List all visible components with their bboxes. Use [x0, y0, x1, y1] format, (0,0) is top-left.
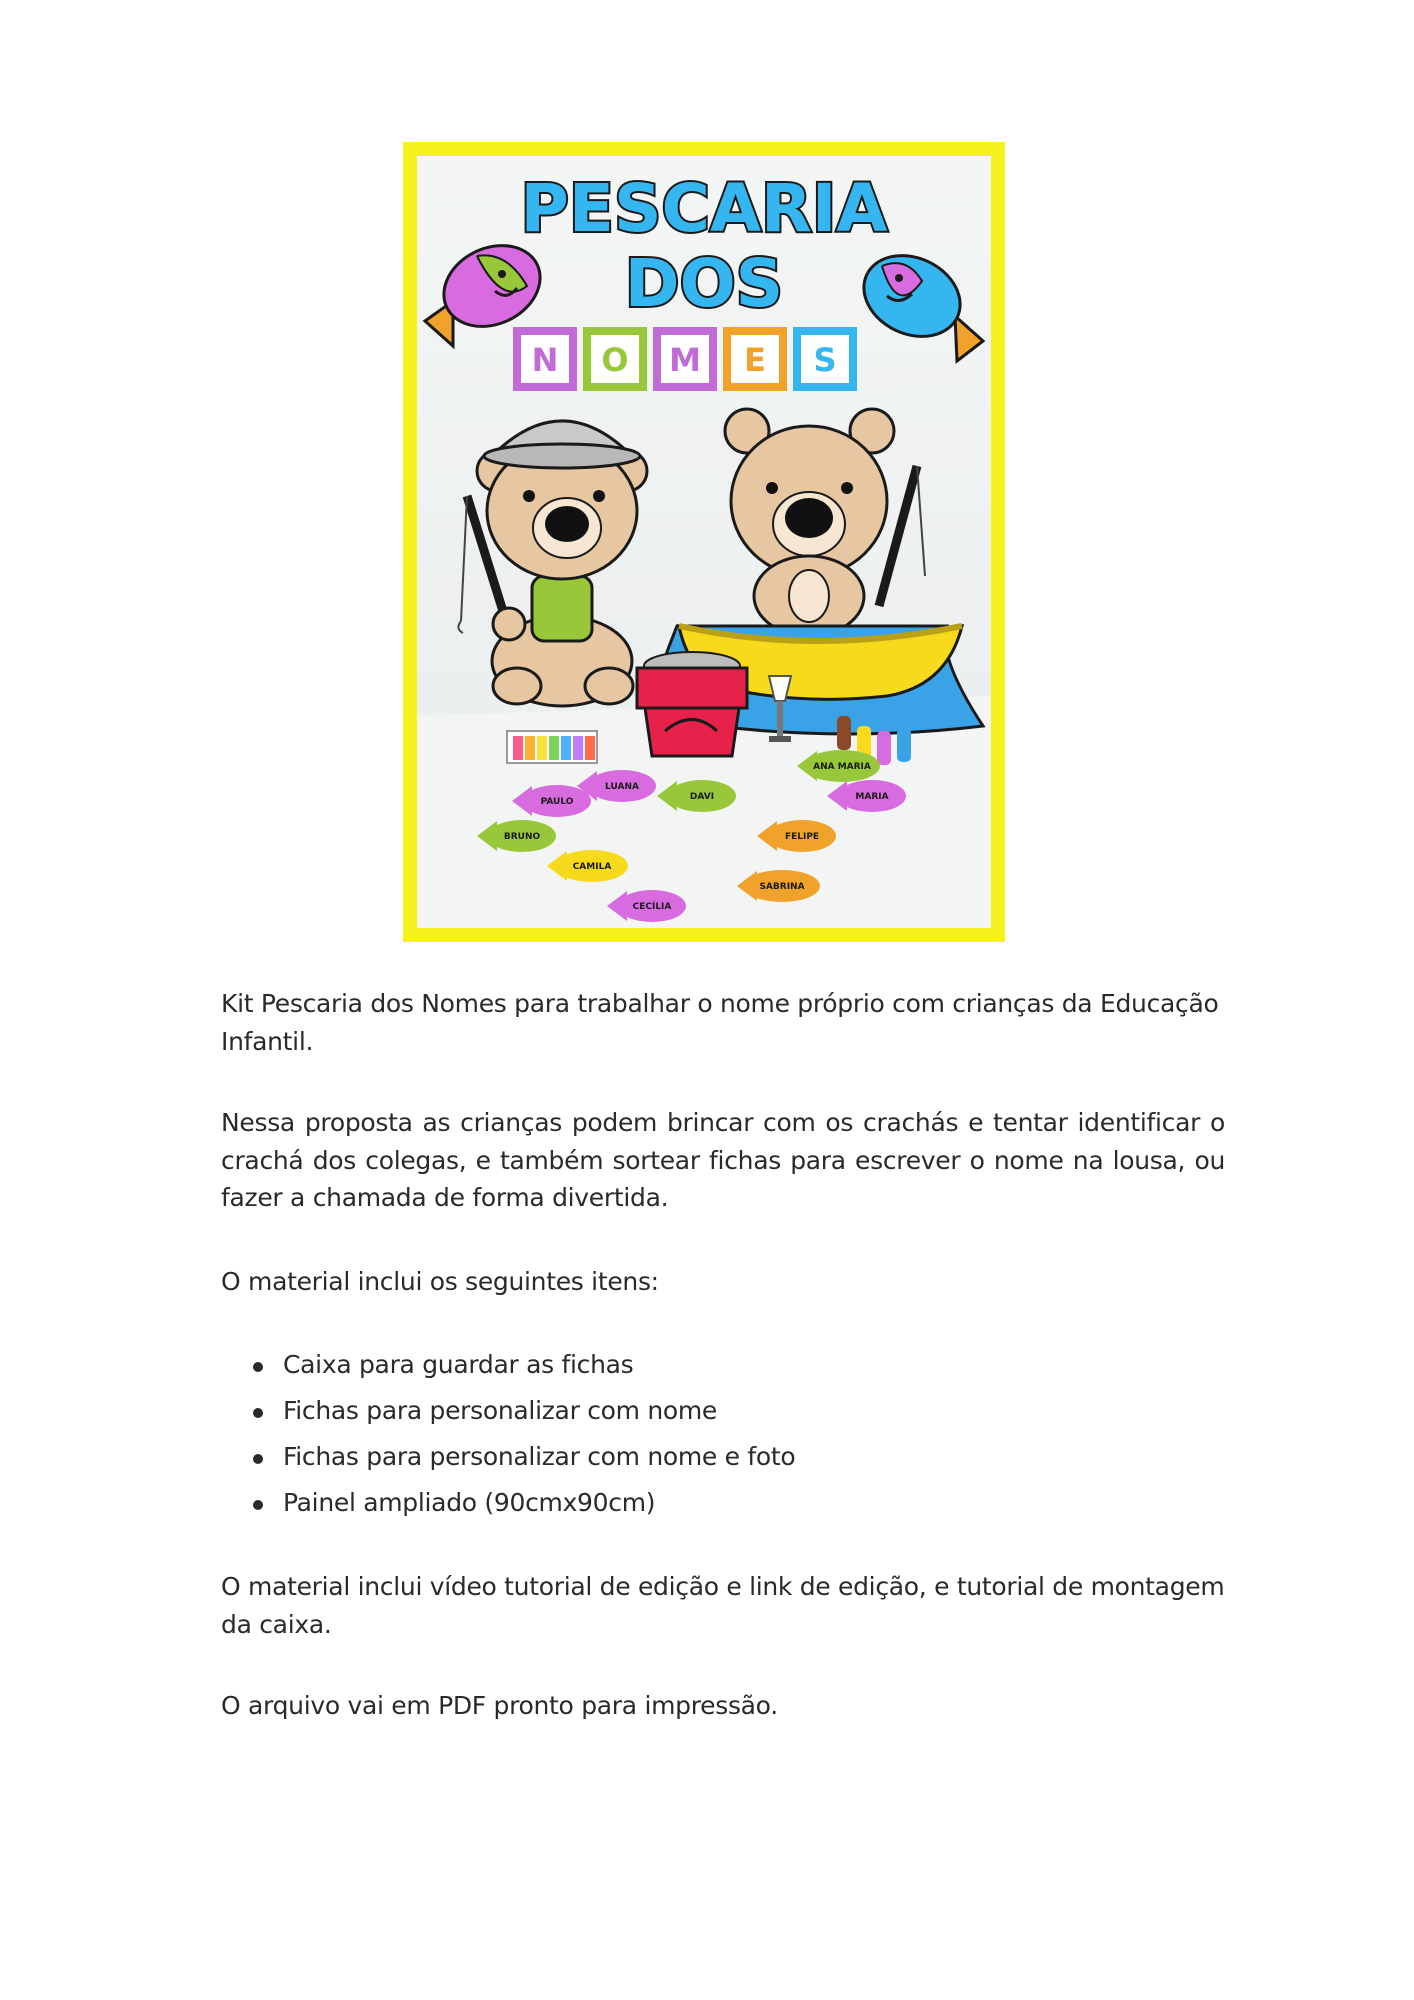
badge-name: FELIPE [784, 832, 820, 842]
letter-e: E [744, 341, 766, 379]
letter-o: O [601, 341, 629, 379]
badge-name: LUANA [605, 782, 639, 792]
badge-name: MARIA [855, 792, 889, 802]
badge-name: BRUNO [503, 832, 541, 842]
badge-name: SABRINA [759, 882, 805, 892]
items-list [221, 1342, 1225, 1526]
title-line1: PESCARIA [520, 170, 888, 247]
letter-m: M [669, 341, 701, 379]
chalk-box [507, 731, 597, 763]
pdf-note: O arquivo vai em PDF pronto para impressão. [221, 1691, 778, 1720]
product-photo [403, 142, 1005, 942]
list-item: Fichas para personalizar com nome e foto [283, 1434, 1225, 1480]
list-item: Caixa para guardar as fichas [283, 1342, 1225, 1388]
video-note: O material inclui vídeo tutorial de edição e link de edição, e tutorial de montagem da caixa. [221, 1572, 1225, 1639]
proposal-paragraph: Nessa proposta as crianças podem brincar com os crachás e tentar identificar o crachá dos colegas, e também sortear fichas para escrever o nome na lousa, ou fazer a chamada de forma divertida. [221, 1108, 1225, 1212]
badge-name: CECÍLIA [632, 902, 672, 912]
letter-s: S [813, 341, 837, 379]
pescaria-photo-illustration [417, 156, 991, 928]
badge-name: DAVI [689, 792, 715, 802]
items-heading: O material inclui os seguintes itens: [221, 1266, 659, 1296]
badge-name: CAMILA [572, 862, 612, 872]
list-item: Fichas para personalizar com nome [283, 1388, 1225, 1434]
description [221, 985, 1225, 1725]
title-line2: DOS [624, 245, 784, 322]
badge-name: PAULO [540, 797, 574, 807]
list-item: Painel ampliado (90cmx90cm) [283, 1480, 1225, 1526]
letter-blocks [517, 331, 853, 387]
badge-name: ANA MARIA [813, 762, 871, 772]
intro-text: Kit Pescaria dos Nomes para trabalhar o nome próprio com crianças da Educação Infantil. [221, 989, 1219, 1056]
bucket [637, 652, 747, 756]
letter-n: N [531, 341, 559, 379]
